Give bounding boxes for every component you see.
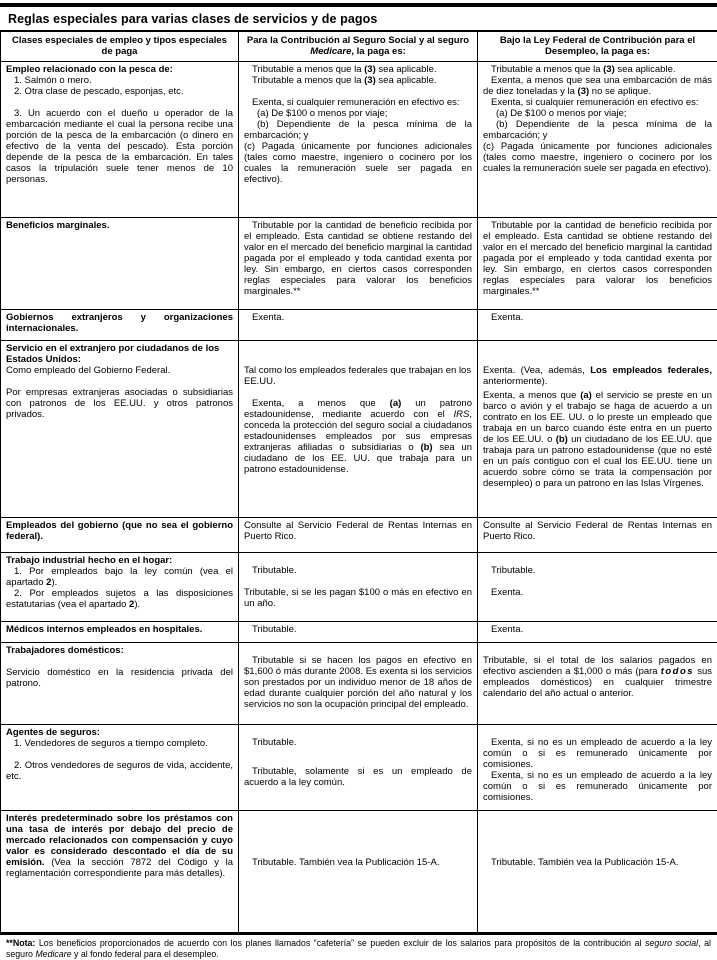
cell-paragraph bbox=[6, 108, 233, 185]
text-segment: Trabajadores domésticos: bbox=[6, 645, 124, 656]
footnote bbox=[0, 935, 717, 960]
text-segment: Empleados del gobierno (que no sea el gobierno federal). bbox=[6, 520, 233, 542]
text-segment: Tributable a menos que la bbox=[252, 64, 364, 75]
text-segment: Empleo relacionado con la pesca de: bbox=[6, 64, 173, 75]
text-segment: y al fondo federal para el desempleo. bbox=[72, 949, 219, 959]
cell-paragraph bbox=[244, 587, 472, 609]
text-segment: sus empleados domésticos) en cualquier trimestre calendario del año actual o anterior. bbox=[483, 666, 712, 699]
text-segment: Tributable, solamente si es un empleado de acuerdo a la ley común. bbox=[244, 766, 472, 788]
table-cell bbox=[1, 218, 239, 310]
text-segment: Tributable. bbox=[252, 737, 297, 748]
table-row bbox=[1, 341, 717, 518]
text-segment: Exenta, si no es un empleado de acuerdo a la ley común o si es remunerado únicamente por comisiones. bbox=[483, 737, 712, 770]
text-segment: Bajo la Ley Federal de Contribución para el Desempleo, la paga es: bbox=[500, 35, 695, 57]
table-body bbox=[1, 62, 717, 933]
cell-paragraph bbox=[483, 624, 712, 635]
cell-paragraph bbox=[483, 520, 712, 542]
table-cell bbox=[239, 341, 478, 518]
special-rules-table bbox=[0, 32, 717, 932]
text-segment: Beneficios marginales. bbox=[6, 220, 109, 231]
cell-paragraph bbox=[244, 97, 472, 108]
text-segment: Los empleados federales, bbox=[590, 365, 712, 376]
text-segment: (3) bbox=[364, 64, 376, 75]
cell-paragraph bbox=[483, 312, 712, 323]
text-segment: (a) bbox=[580, 390, 592, 401]
text-segment: **Nota: bbox=[6, 938, 35, 948]
text-segment: Para la Contribución al Seguro Social y al seguro bbox=[247, 35, 469, 46]
cell-paragraph bbox=[244, 737, 472, 748]
cell-paragraph bbox=[6, 555, 233, 566]
page-title: Reglas especiales para varias clases de servicios y de pagos bbox=[0, 7, 717, 30]
text-segment: todos bbox=[661, 666, 694, 677]
cell-paragraph bbox=[6, 624, 233, 635]
table-cell bbox=[1, 62, 239, 218]
text-segment: Servicio en el extranjero por ciudadanos de los Estados Unidos: bbox=[6, 343, 219, 365]
text-segment: Exenta, si cualquier remuneración en efectivo es: bbox=[491, 97, 699, 108]
text-segment: (Vea la sección 7872 del Código y la reglamentación correspondiente para más detalles). bbox=[6, 857, 233, 879]
cell-paragraph bbox=[6, 365, 233, 376]
text-segment: 2 bbox=[46, 577, 51, 588]
cell-paragraph bbox=[6, 667, 233, 689]
cell-paragraph bbox=[244, 624, 472, 635]
document-page bbox=[0, 3, 717, 960]
cell-paragraph bbox=[6, 727, 233, 738]
cell-paragraph bbox=[6, 588, 233, 610]
column-header bbox=[239, 32, 478, 62]
table-cell bbox=[478, 341, 717, 518]
cell-paragraph bbox=[6, 387, 233, 420]
table-cell bbox=[1, 725, 239, 811]
cell-paragraph bbox=[483, 108, 712, 119]
text-segment: sea aplicable. bbox=[376, 75, 437, 86]
cell-paragraph bbox=[483, 141, 712, 174]
text-segment: 1. Salmón o mero. bbox=[14, 75, 92, 86]
text-segment: Tributable a menos que la bbox=[491, 64, 603, 75]
text-segment: 2. Otra clase de pescado, esponjas, etc. bbox=[14, 86, 184, 97]
cell-paragraph bbox=[6, 343, 233, 365]
table-cell bbox=[478, 643, 717, 725]
text-segment: (c) Pagada únicamente por funciones adicionales (tales como maestre, ingeniero o cocinero por los cuales la remuneración suele ser pagada en efectivo). bbox=[483, 141, 712, 174]
text-segment: Los beneficios proporcionados de acuerdo con los planes llamados “cafetería” se pueden excluir de los salarios para propósitos de la contribución al bbox=[35, 938, 645, 948]
table-row bbox=[1, 725, 717, 811]
header-row bbox=[1, 32, 717, 62]
text-segment: Tributable. bbox=[491, 565, 536, 576]
text-segment: Médicos internos empleados en hospitales. bbox=[6, 624, 202, 635]
cell-paragraph bbox=[6, 220, 233, 231]
table-cell bbox=[1, 811, 239, 933]
text-segment: , la paga es: bbox=[351, 46, 405, 57]
table-cell bbox=[1, 341, 239, 518]
cell-paragraph bbox=[483, 737, 712, 770]
cell-paragraph bbox=[483, 365, 712, 387]
text-segment: 2. Por empleados sujetos a las disposiciones estatutarias (vea el apartado bbox=[6, 588, 233, 610]
table-cell bbox=[239, 553, 478, 622]
cell-paragraph bbox=[244, 141, 472, 185]
text-segment: Tributable, si se les pagan $100 o más en efectivo en un año. bbox=[244, 587, 472, 609]
text-segment: Exenta, a menos que bbox=[252, 398, 390, 409]
text-segment: (3) bbox=[364, 75, 376, 86]
table-row bbox=[1, 518, 717, 553]
text-segment: (b) Dependiente de la pesca mínima de la embarcación; y bbox=[244, 119, 472, 141]
cell-paragraph bbox=[483, 64, 712, 75]
text-segment: 2. Otros vendedores de seguros de vida, accidente, etc. bbox=[6, 760, 233, 782]
text-segment: 1. Vendedores de seguros a tiempo completo. bbox=[14, 738, 208, 749]
text-segment: Tributable. También vea la Publicación 15-A. bbox=[491, 857, 678, 868]
text-segment: Servicio doméstico en la residencia privada del patrono. bbox=[6, 667, 233, 689]
text-segment: Agentes de seguros: bbox=[6, 727, 100, 738]
table-cell bbox=[1, 518, 239, 553]
table-cell bbox=[239, 218, 478, 310]
table-cell bbox=[239, 622, 478, 643]
text-segment: ). bbox=[134, 599, 140, 610]
text-segment: Exenta. bbox=[491, 624, 523, 635]
text-segment: Exenta. bbox=[252, 312, 284, 323]
text-segment: (a) bbox=[390, 398, 402, 409]
table-row bbox=[1, 62, 717, 218]
table-cell bbox=[478, 725, 717, 811]
cell-paragraph bbox=[483, 770, 712, 803]
text-segment: el servicio se preste en un barco o avión y el trabajo se haga de acuerdo a un contrato en los EE. UU. o lo preste un empleado que trabaja en un barco cuando éste entra en un puerto de los EE.UU. o bbox=[483, 390, 712, 445]
cell-paragraph bbox=[244, 520, 472, 542]
text-segment: Tributable a menos que la bbox=[252, 75, 364, 86]
text-segment: Tributable por la cantidad de beneficio recibida por el empleado. Esta cantidad se obtiene restando del valor en el mercado del beneficio marginal la cantidad pagada por el empleado y toda cantidad exenta por ley. Sin embargo, en ciertos casos corresponden reglas especiales para valorar los beneficios marginales.** bbox=[483, 220, 712, 297]
text-segment: un ciudadano de los EE.UU. que trabaja para un patrono estadounidense (que no esté en un país contiguo con el cual los EE.UU. tiene un acuerdo sobre cómo se trata la compensación por desempleo) o para un patrono en las Islas Vírgenes. bbox=[483, 434, 712, 489]
cell-paragraph bbox=[6, 86, 233, 97]
text-segment: Tributable, si el total de los salarios pagados en efectivo ascienden a $1,000 o más (para bbox=[483, 655, 712, 677]
text-segment: Medicare bbox=[310, 46, 351, 57]
cell-paragraph bbox=[244, 565, 472, 576]
table-row bbox=[1, 553, 717, 622]
text-segment: (3) bbox=[603, 64, 615, 75]
column-header bbox=[1, 32, 239, 62]
cell-paragraph bbox=[483, 97, 712, 108]
text-segment: (3) bbox=[578, 86, 590, 97]
cell-paragraph bbox=[244, 766, 472, 788]
text-segment: Tributable. También vea la Publicación 15-A. bbox=[252, 857, 439, 868]
text-segment: un patrono estadounidense, mediante acuerdo con el bbox=[244, 398, 472, 420]
cell-paragraph bbox=[6, 566, 233, 588]
text-segment: sea aplicable. bbox=[376, 64, 437, 75]
text-segment: 3. Un acuerdo con el dueño u operador de la embarcación mediante el cual la persona recibe una porción de la pesca de la embarcación (o dinero en efectivo de la venta del pescado). Esta porción depende de la pesca de la embarcación. En tales casos la tripulación suele tener menos de 10 personas. bbox=[6, 108, 233, 185]
cell-paragraph bbox=[483, 390, 712, 489]
text-segment: (b) Dependiente de la pesca mínima de la embarcación; y bbox=[483, 119, 712, 141]
table-cell bbox=[478, 518, 717, 553]
table-cell bbox=[478, 62, 717, 218]
text-segment: Tributable. bbox=[252, 565, 297, 576]
text-segment: Exenta, si cualquier remuneración en efectivo es: bbox=[252, 97, 460, 108]
text-segment: Exenta. bbox=[491, 312, 523, 323]
text-segment: Como empleado del Gobierno Federal. bbox=[6, 365, 170, 376]
text-segment: Tal como los empleados federales que trabajan en los EE.UU. bbox=[244, 365, 471, 387]
table-row bbox=[1, 643, 717, 725]
table-cell bbox=[239, 62, 478, 218]
text-segment: Tributable. bbox=[252, 624, 297, 635]
cell-paragraph bbox=[244, 655, 472, 710]
text-segment: Interés predeterminado sobre los préstamos con una tasa de interés por debajo del precio de mercado relacionados con compensación y cuyo valor es considerado descontado el día de su emisión. bbox=[6, 813, 233, 868]
table-cell bbox=[1, 622, 239, 643]
text-segment: (c) Pagada únicamente por funciones adicionales (tales como maestre, ingeniero o cocinero por los cuales la remuneración suele ser pagada en efectivo). bbox=[244, 141, 472, 185]
table-cell bbox=[239, 725, 478, 811]
cell-paragraph bbox=[244, 220, 472, 297]
text-segment: Exenta. bbox=[491, 587, 523, 598]
text-segment: IRS bbox=[454, 409, 470, 420]
table-row bbox=[1, 622, 717, 643]
table-cell bbox=[239, 643, 478, 725]
text-segment: (a) De $100 o menos por viaje; bbox=[257, 108, 387, 119]
cell-paragraph bbox=[483, 565, 712, 576]
text-segment: Consulte al Servicio Federal de Rentas Internas en Puerto Rico. bbox=[244, 520, 472, 542]
text-segment: Clases especiales de empleo y tipos especiales de paga bbox=[12, 35, 227, 57]
text-segment: no se aplique. bbox=[589, 86, 651, 97]
text-segment: (b) bbox=[420, 442, 432, 453]
text-segment: Trabajo industrial hecho en el hogar: bbox=[6, 555, 172, 566]
text-segment: Tributable por la cantidad de beneficio recibida por el empleado. Esta cantidad se obtiene restando del valor en el mercado del beneficio marginal la cantidad pagada por el empleado y toda cantidad exenta por ley. Sin embargo, en ciertos casos corresponden reglas especiales para valorar los beneficios marginales.** bbox=[244, 220, 472, 297]
table-cell bbox=[1, 643, 239, 725]
text-segment: 2 bbox=[129, 599, 134, 610]
table-cell bbox=[478, 811, 717, 933]
cell-paragraph bbox=[483, 220, 712, 297]
text-segment: Exenta, a menos que sea una embarcación de más de diez toneladas y la bbox=[483, 75, 712, 97]
table-cell bbox=[478, 310, 717, 341]
cell-paragraph bbox=[6, 813, 233, 879]
cell-paragraph bbox=[483, 655, 712, 699]
cell-paragraph bbox=[483, 75, 712, 97]
text-segment: Consulte al Servicio Federal de Rentas Internas en Puerto Rico. bbox=[483, 520, 712, 542]
table-cell bbox=[478, 553, 717, 622]
cell-paragraph bbox=[244, 64, 472, 75]
text-segment: Tributable si se hacen los pagos en efectivo en $1,600 ó más durante 2008. Es exenta si los servicios son prestados por un individuo menor de 18 años de edad durante cualquier porción del año natural y los servicios no son la ocupación principal del empleado. bbox=[244, 655, 472, 710]
text-segment: sea un ciudadano de los EE. UU. que trabaja para un patrono estadounidense. bbox=[244, 442, 472, 475]
cell-paragraph bbox=[483, 119, 712, 141]
text-segment: (a) De $100 o menos por viaje; bbox=[496, 108, 626, 119]
text-segment: Medicare bbox=[35, 949, 71, 959]
table-cell bbox=[239, 310, 478, 341]
text-segment: Exenta. (Vea, además, bbox=[483, 365, 590, 376]
column-header bbox=[478, 32, 717, 62]
text-segment: ). bbox=[51, 577, 57, 588]
text-segment: anteriormente). bbox=[483, 376, 547, 387]
table-cell bbox=[1, 553, 239, 622]
cell-paragraph bbox=[6, 75, 233, 86]
table-cell bbox=[239, 811, 478, 933]
cell-paragraph bbox=[6, 760, 233, 782]
text-segment: 1. Por empleados bajo la ley común (vea el apartado bbox=[6, 566, 233, 588]
cell-paragraph bbox=[244, 857, 472, 868]
text-segment: , conceda la protección del seguro social a ciudadanos estadounidenses empleados por sus empresas extranjeras afiliadas o subsidiarias o bbox=[244, 409, 472, 453]
cell-paragraph bbox=[244, 75, 472, 86]
cell-paragraph bbox=[483, 857, 712, 868]
table-cell bbox=[478, 622, 717, 643]
text-segment: , al seguro bbox=[6, 938, 711, 959]
text-segment: sea aplicable. bbox=[615, 64, 676, 75]
cell-paragraph bbox=[6, 312, 233, 334]
cell-paragraph bbox=[483, 587, 712, 598]
text-segment: seguro social bbox=[645, 938, 698, 948]
cell-paragraph bbox=[244, 365, 472, 387]
text-segment: Por empresas extranjeras asociadas o subsidiarias con patronos de los EE.UU. y otros patronos privados. bbox=[6, 387, 233, 420]
text-segment: Exenta, a menos que bbox=[483, 390, 580, 401]
table-row bbox=[1, 310, 717, 341]
table-cell bbox=[1, 310, 239, 341]
table-row bbox=[1, 218, 717, 310]
cell-paragraph bbox=[244, 119, 472, 141]
cell-paragraph bbox=[244, 312, 472, 323]
cell-paragraph bbox=[6, 520, 233, 542]
text-segment: Exenta, si no es un empleado de acuerdo a la ley común o si es remunerado únicamente por comisiones. bbox=[483, 770, 712, 803]
text-segment: (b) bbox=[556, 434, 568, 445]
table-row bbox=[1, 811, 717, 933]
table-cell bbox=[239, 518, 478, 553]
text-segment: Gobiernos extranjeros y organizaciones internacionales. bbox=[6, 312, 233, 334]
cell-paragraph bbox=[244, 398, 472, 475]
cell-paragraph bbox=[6, 645, 233, 656]
cell-paragraph bbox=[244, 108, 472, 119]
table-cell bbox=[478, 218, 717, 310]
cell-paragraph bbox=[6, 738, 233, 749]
cell-paragraph bbox=[6, 64, 233, 75]
